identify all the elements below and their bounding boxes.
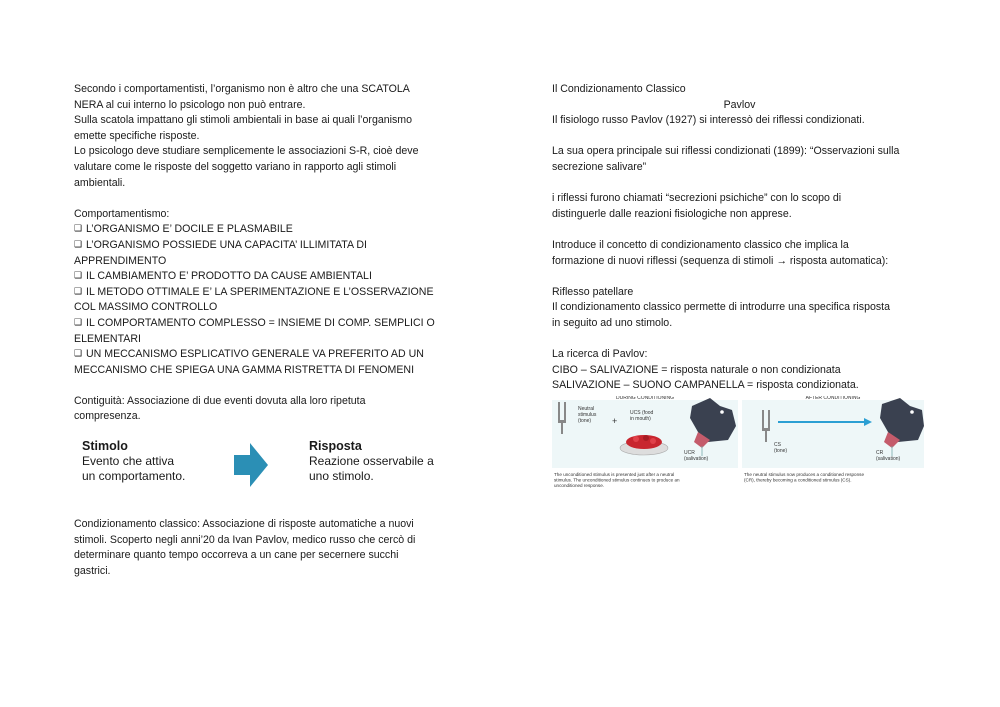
after-conditioning-panel: [742, 396, 924, 468]
after-label: AFTER CONDITIONING: [805, 395, 861, 401]
svg-text:UCS (foodin mouth): UCS (food in mouth): [630, 409, 654, 422]
paragraph-6: La ricerca di Pavlov: CIBO – SALIVAZIONE = risposta naturale o non condizionata SALIVAZIONE – SUONO CAMPANELLA = risposta condizionata.: [552, 348, 859, 392]
stimolo-description: Evento che attiva un comportamento.: [82, 454, 186, 484]
list-item: ❑ UN MECCANISMO ESPLICATIVO GENERALE VA PREFERITO AD UN: [74, 347, 446, 363]
svg-text:UCR(salivation): UCR (salivation): [684, 449, 709, 462]
list-item: ❑ L’ORGANISMO E’ DOCILE E PLASMABILE: [74, 222, 446, 238]
risposta-title: Risposta: [309, 439, 362, 454]
checkbox-icon: ❑: [74, 317, 83, 328]
list-item: ❑ L’ORGANISMO POSSIEDE UNA CAPACITA’ ILLIMITATA DI: [74, 238, 446, 254]
comportamentismo-title: Comportamentismo:: [74, 207, 170, 220]
list-item: ❑ IL COMPORTAMENTO COMPLESSO = INSIEME DI COMP. SEMPLICI O: [74, 316, 446, 332]
pavlov-conditioning-figure: [552, 396, 924, 496]
list-item: ❑ IL CAMBIAMENTO E’ PRODOTTO DA CAUSE AMBIENTALI: [74, 269, 446, 285]
section-subtitle: Pavlov: [723, 98, 756, 111]
contiguita-paragraph: Contiguità: Associazione di due eventi dovuta alla loro ripetuta compresenza.: [74, 394, 366, 423]
paragraph-2: La sua opera principale sui riflessi condizionati (1899): “Osservazioni sulla secrezione salivare”: [552, 145, 900, 173]
checkbox-icon: ❑: [74, 349, 83, 360]
svg-text:+: +: [612, 415, 618, 426]
svg-text:CR(salivation): CR (salivation): [876, 449, 901, 462]
comportamentismo-list: ❑ L’ORGANISMO E’ DOCILE E PLASMABILE ❑ L’ORGANISMO POSSIEDE UNA CAPACITA’ ILLIMITATA DI APPRENDIMENTO ❑ IL CAMBIAMENTO E’ PRODOTTO DA CAUSE AMBIENTALI ❑ IL METODO OTTIMALE E’ LA SPERIMENTAZIONE E L’OSSERVAZIONE COL MASSIMO CONTROLLO ❑ IL COMPORTAMENTO COMPLESSO = INSIEME DI COMP. SEMPLICI O ELEMENTARI ❑ UN MECCANISMO ESPLICATIVO GENERALE VA PREFERITO AD UN MECCANISMO CHE SPIEGA UNA GAMMA RISTRETTA DI FENOMENI: [74, 222, 446, 378]
svg-text:CS(tone): CS (tone): [774, 441, 788, 454]
checkbox-icon: ❑: [74, 286, 83, 297]
arrow-right-icon: [234, 443, 268, 487]
paragraph-4: Introduce il concetto di condizionamento classico che implica la formazione di nuovi riflessi (sequenza di stimoli → risposta automatica):: [552, 238, 889, 267]
stimolo-risposta-diagram: [74, 435, 446, 505]
stimolo-title: Stimolo: [82, 439, 128, 454]
svg-text:Neutralstimulus(tone): Neutral stimulus (tone): [578, 405, 597, 424]
checkbox-icon: ❑: [74, 224, 83, 235]
checkbox-icon: ❑: [74, 271, 83, 282]
risposta-description: Reazione osservabile a uno stimolo.: [309, 454, 434, 484]
during-conditioning-panel: [552, 396, 738, 468]
right-column: [552, 82, 927, 501]
paragraph-5: Riflesso patellare Il condizionamento classico permette di introdurre una specifica risposta in seguito ad uno stimolo.: [552, 285, 890, 329]
caption-right: The neutral stimulus now produces a conditioned response (CR), thereby becoming a conditioned stimulus (CS).: [744, 471, 865, 483]
paragraph-3: i riflessi furono chiamati “secrezioni psichiche” con lo scopo di distinguerle dalle reazioni fisiologiche non apprese.: [552, 192, 842, 220]
list-item: ❑ IL METODO OTTIMALE E’ LA SPERIMENTAZIONE E L’OSSERVAZIONE: [74, 285, 446, 301]
condizionamento-paragraph: Condizionamento classico: Associazione di risposte automatiche a nuovi stimoli. Scoperto negli anni’20 da Ivan Pavlov, medico russo che cercò di determinare quanto tempo occorreva a un cane per secernere succhi gastrici.: [74, 518, 416, 577]
paragraph-1: Il fisiologo russo Pavlov (1927) si interessò dei riflessi condizionati.: [552, 114, 865, 127]
section-title: Il Condizionamento Classico: [552, 83, 686, 95]
left-column: [74, 82, 446, 579]
caption-left: The unconditioned stimulus is presented just after a neutral stimulus. The unconditioned stimulus continues to produce an unconditioned response.: [554, 471, 680, 489]
intro-paragraph: Secondo i comportamentisti, l’organismo non è altro che una SCATOLA NERA al cui interno lo psicologo non può entrare. Sulla scatola impattano gli stimoli ambientali in base ai quali l’organismo emette specifiche risposte. Lo psicologo deve studiare semplicemente le associazioni S-R, cioè deve valutare come le risposte del soggetto variano in rapporto agli stimoli ambientali.: [74, 83, 419, 189]
checkbox-icon: ❑: [74, 239, 83, 250]
during-label: DURING CONDITIONING: [615, 395, 675, 401]
